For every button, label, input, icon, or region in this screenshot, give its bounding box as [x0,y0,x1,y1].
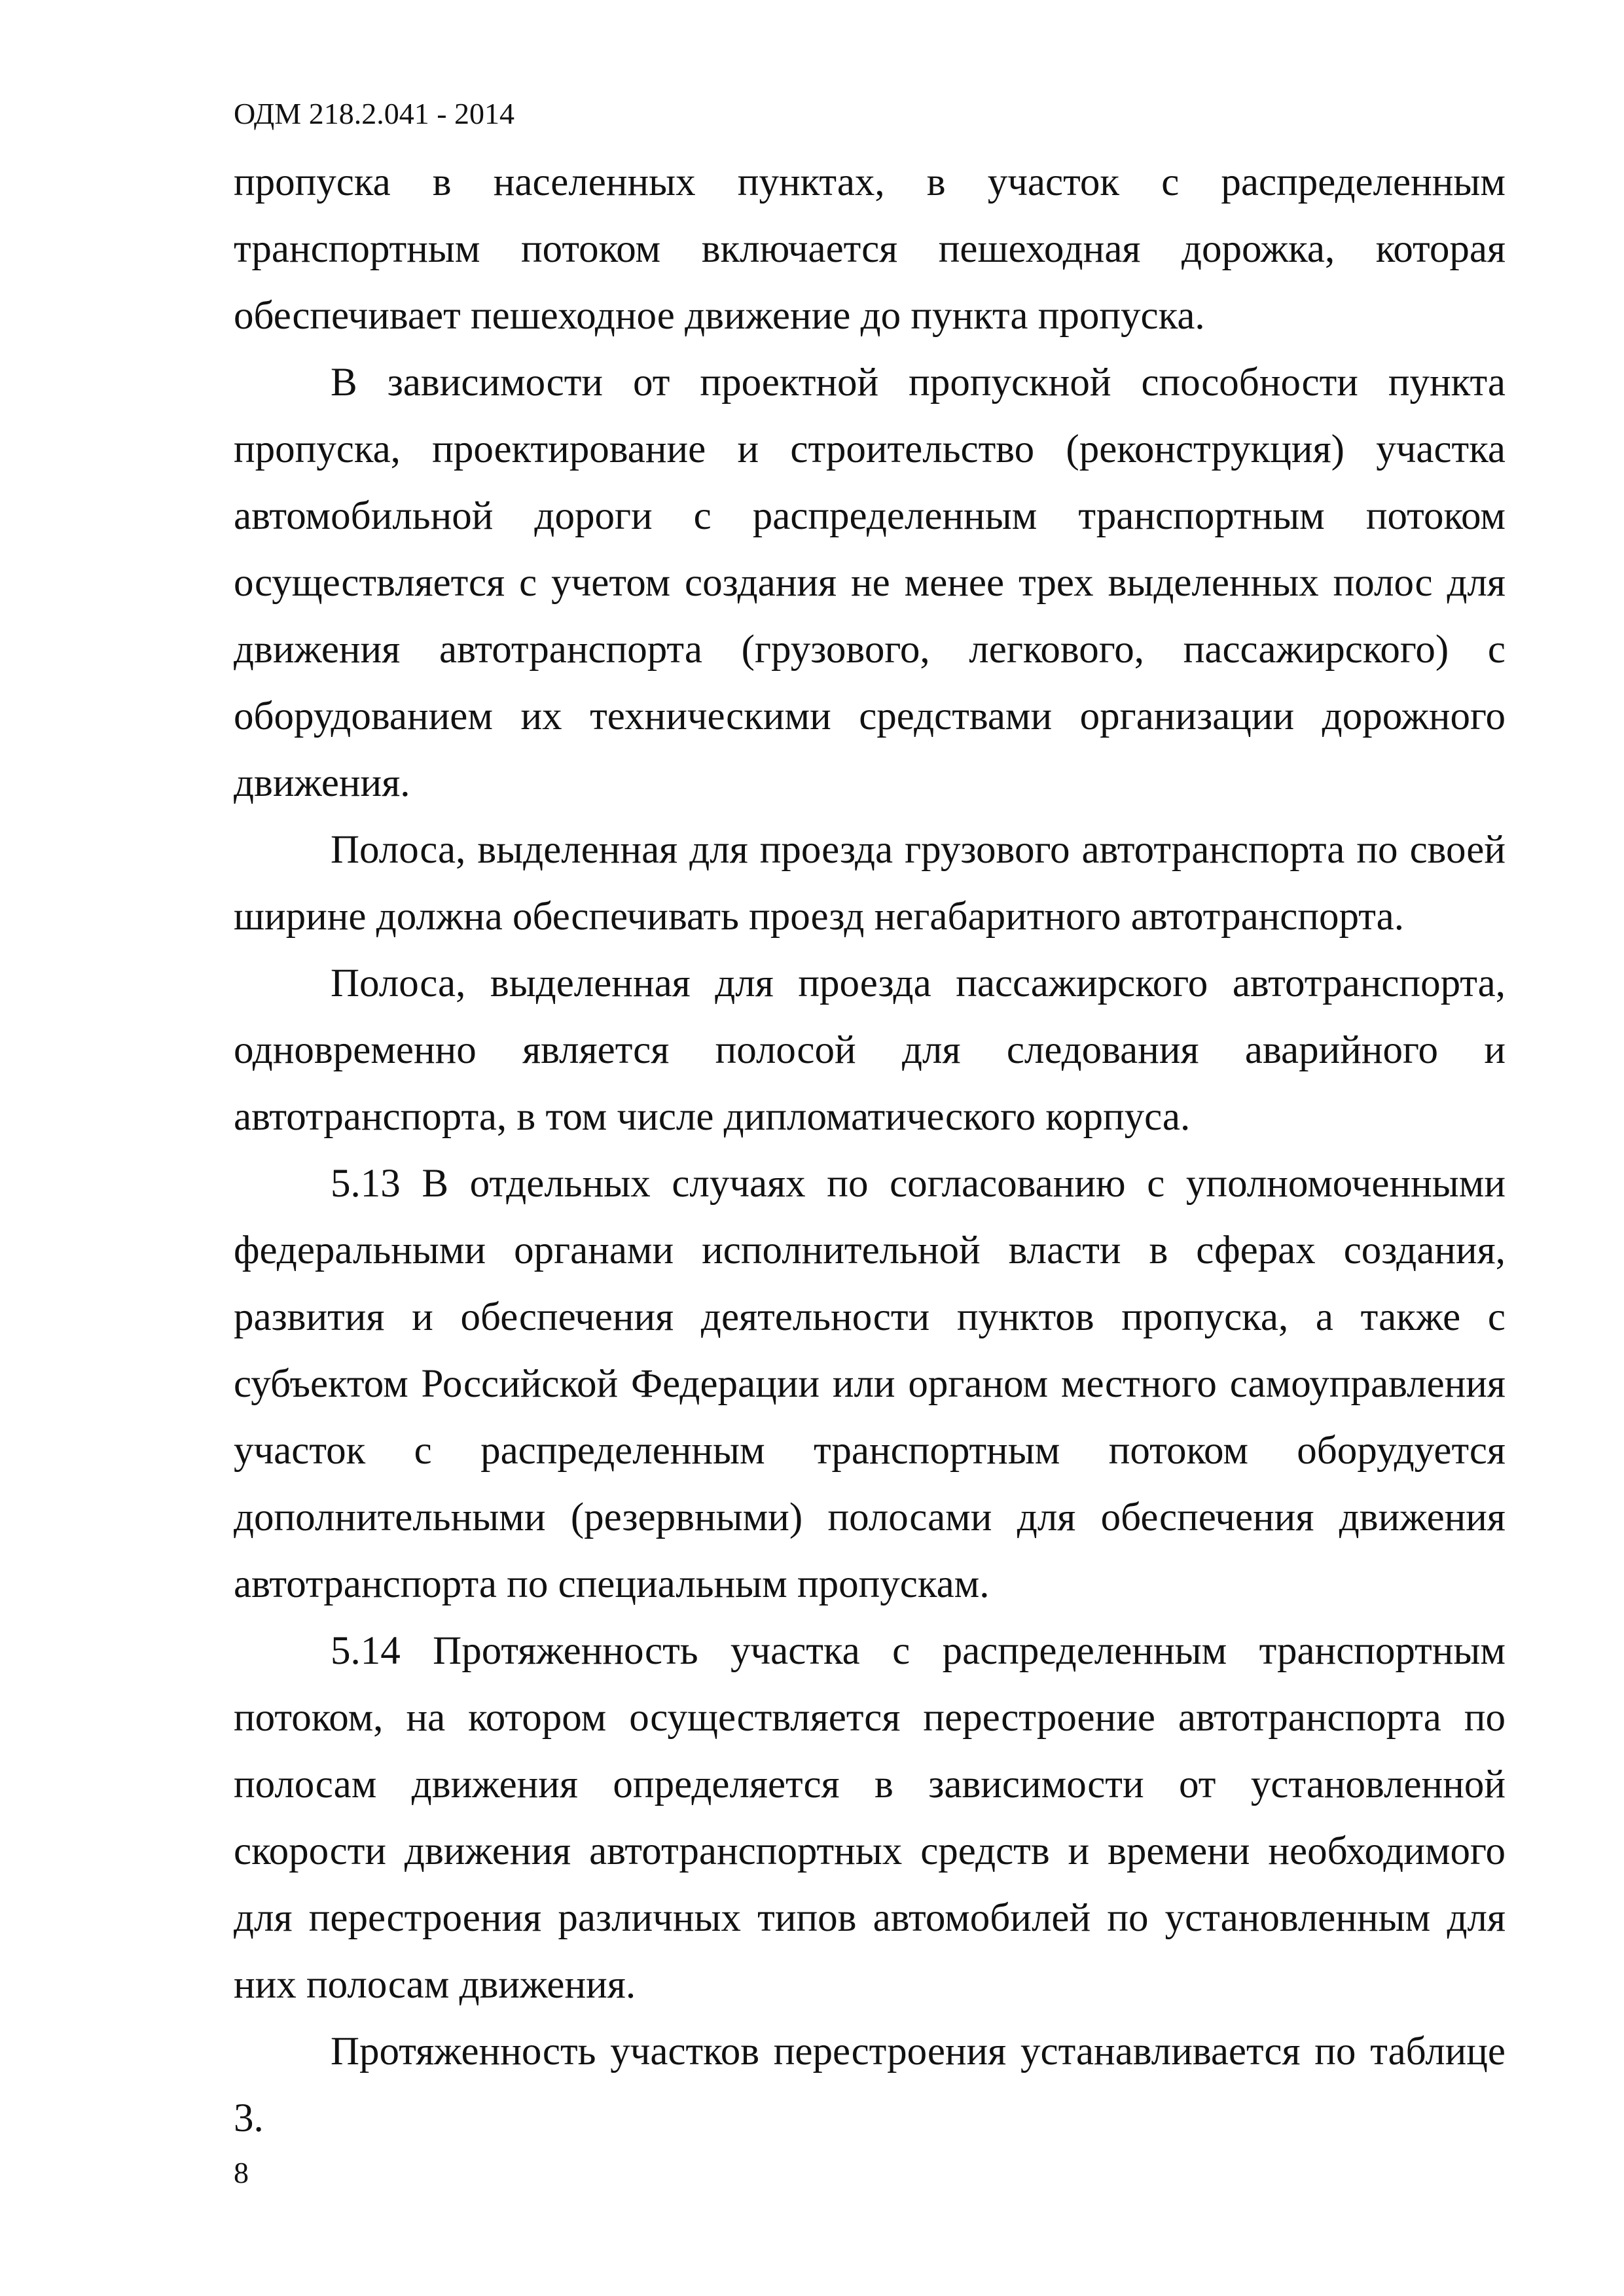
document-code-header: ОДМ 218.2.041 - 2014 [234,97,515,130]
paragraph-design-capacity: В зависимости от проектной пропускной способности пункта пропуска, проектирование и строительство (реконструкция) участка автомобильной дороги с распределенным транспортным потоком осуществляется с учетом создания не менее трех выделенных полос для движения автотранспорта (грузового, легкового, пассажирского) с оборудованием их техническими средствами организации дорожного движения. [234,361,1506,805]
paragraph-passenger-lane: Полоса, выделенная для проезда пассажирского автотранспорта, одновременно является полосой для следования аварийного и автотранспорта, в том числе дипломатического корпуса. [234,961,1506,1139]
page-number: 8 [234,2156,249,2189]
paragraph-clause-5-13: 5.13 В отдельных случаях по согласованию с уполномоченными федеральными органами исполнительной власти в сферах создания, развития и обеспечения деятельности пунктов пропуска, а также с субъектом Российской Федерации или органом местного самоуправления участок с распределенным транспортным потоком оборудуется дополнительными (резервными) полосами для обеспечения движения автотранспорта по специальным пропускам. [234,1162,1506,1606]
paragraph-freight-lane: Полоса, выделенная для проезда грузового автотранспорта по своей ширине должна обеспечивать проезд негабаритного автотранспорта. [234,828,1506,939]
body-text [234,149,1506,2152]
paragraph-continuation: пропуска в населенных пунктах, в участок с распределенным транспортным потоком включается пешеходная дорожка, которая обеспечивает пешеходное движение до пункта пропуска. [234,160,1506,338]
paragraph-clause-5-14: 5.14 Протяженность участка с распределенным транспортным потоком, на котором осуществляется перестроение автотранспорта по полосам движения определяется в зависимости от установленной скорости движения автотранспортных средств и времени необходимого для перестроения различных типов автомобилей по установленным для них полосам движения. [234,1629,1506,2007]
paragraph-table-reference: Протяженность участков перестроения устанавливается по таблице 3. [234,2030,1506,2140]
